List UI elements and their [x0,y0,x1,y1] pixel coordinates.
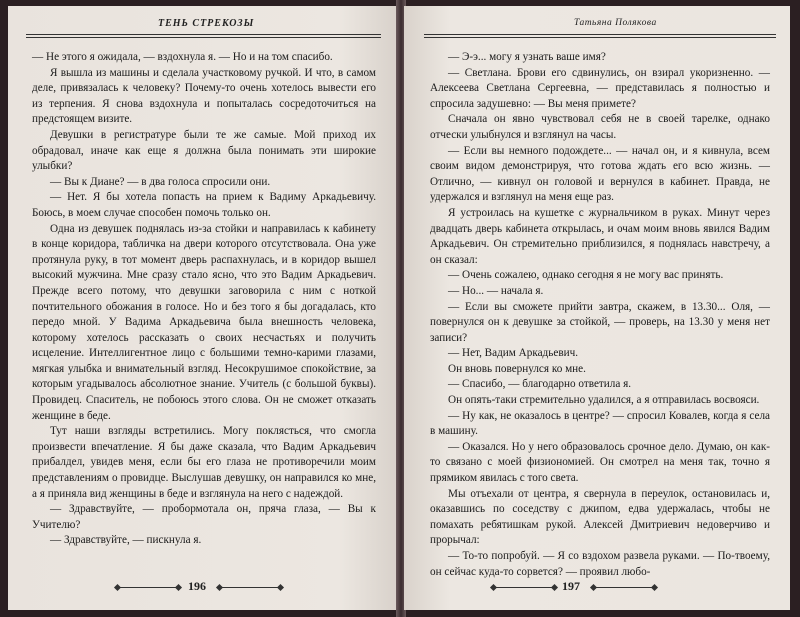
paragraph: — Нет. Я бы хотела попасть на прием к Вадиму Аркадьевичу. Боюсь, в моем случае способен помочь только он. [32,191,376,219]
paragraph: Девушки в регистратуре были те же самые. Мой приход их обрадовал, иначе как еще я должна была понимать эти широкие улыбки? [32,128,376,173]
ornament-left [494,587,554,588]
paragraph: Сначала он явно чувствовал себя не в своей тарелке, однако отчески улыбнулся и взглянул на часы. [430,113,770,141]
left-page-text [32,50,376,549]
paragraph: — Ну как, не оказалось в центре? — спросил Ковалев, когда я села в машину. [430,409,770,438]
paragraph: Одна из девушек поднялась из-за стойки и направилась к кабинету в конце коридора, табличка на двери которого отсутствовала. Она уже протянула руку, в тот момент дверь распахнулась, и в коридор вышел высокий мужчина. Мне сразу стало ясно, что это Вадим Аркадьевич. Прежде всего потому, что девушки заговорила с ним с ноткой почтительного обожания в голосе. Но и без того я бы догадалась, кто передо мной. У Вадима Аркадьевича была внешность человека, которому хотелось рассказать о своих несчастьях и получить исцеление. Интеллигентное лицо с большими темно-карими глазами, мягкая улыбка и внимательный взгляд. Несокрушимое спокойствие, за которым угадывалось абсолютное знание. Учитель (с большой буквы). Провидец. Спаситель, не побоюсь этого слова. Он не сможет отказать женщине в беде. [32,222,376,422]
header-rule-right [424,34,776,38]
page-number-left: 196 [188,579,206,593]
ornament-right [594,587,654,588]
paragraph: — Но... — начала я. [448,284,544,297]
paragraph: — Нет, Вадим Аркадьевич. [448,347,579,360]
paragraph: — Спасибо, — благодарно ответила я. [448,378,632,391]
paragraph: Тут наши взгляды встретились. Могу поклясться, что смогла произвести впечатление. Я бы даже сказала, что Вадим Аркадьевич прибалдел, увидев меня, если бы его глаза не противоречили моим представлениям о провидце. Выслушав девушку, он направился ко мне, а я приняла вид женщины в беде и взглянула на него с надеждой. [32,425,376,500]
paragraph: — Очень сожалею, однако сегодня я не могу вас принять. [448,269,724,282]
paragraph: — Если вы немного подождете... — начал он, и я кивнула, всем своим видом демонстрируя, что готова ждать его всю жизнь. — Отлично, — кивнул он головой и вернулся в кабинет. Правда, не удержался и взглянул на меня еще раз. [430,144,770,204]
right-page [404,6,790,610]
paragraph: Я вышла из машины и сделала участковому ручкой. И что, в самом деле, привязалась к человеку? Почему-то очень хотелось вывести его из терпения. Я снова вздохнула и попыталась сосредоточиться на предстоящем визите. [32,66,376,126]
paragraph: — Светлана. Брови его сдвинулись, он взирал укоризненно. — Алексеева Светлана Сергеевна, — представилась я полностью и спросила задушевно: — Вы меня примете? [430,66,770,110]
page-number-right: 197 [562,579,580,593]
right-page-text [430,50,770,580]
paragraph: Он опять-таки стремительно удалился, а я отправилась восвояси. [448,394,760,407]
paragraph: — Здравствуйте, — пискнула я. [50,534,202,547]
header-rule-left [26,34,381,38]
paragraph: Мы отъехали от центра, я свернула в переулок, остановилась и, оказавшись по соседству с джипом, едва удержалась, чтобы не помахать ребятишкам рукой. Алексей Дмитриевич недоверчиво и прорычал: [430,487,770,547]
ornament-left [118,587,178,588]
paragraph: Я устроилась на кушетке с журнальчиком в руках. Минут через двадцать дверь кабинета открылась, и очам моим вновь явился Вадим Аркадьевич. Он стремительно приблизился, я поднялась навстречу, а он сказал: [430,206,770,266]
left-page [8,6,398,610]
running-header-right: Татьяна Полякова [574,18,657,28]
paragraph: — Вы к Диане? — в два голоса спросили они. [50,175,271,188]
ornament-right [220,587,280,588]
paragraph: — Если вы сможете прийти завтра, скажем, в 13.30... Оля, — повернулся он к девушке за стойкой, — проверь, на 13.30 у меня нет записи? [430,300,770,344]
running-header-left: ТЕНЬ СТРЕКОЗЫ [158,18,255,29]
paragraph: — Оказался. Но у него образовалось срочное дело. Думаю, он как-то связано с моей физиономией. Он смотрел на меня так, точно я прямиком явилась с того света. [430,440,770,485]
paragraph: — Здравствуйте, — пробормотала он, пряча глаза, — Вы к Учителю? [32,503,376,531]
paragraph: Он вновь повернулся ко мне. [448,362,586,375]
paragraph: — Э-э... могу я узнать ваше имя? [448,51,606,63]
paragraph: — Не этого я ожидала, — вздохнула я. — Но и на том спасибо. [32,51,333,63]
paragraph: — То-то попробуй. — Я со вздохом развела руками. — По-твоему, он сейчас куда-то сорвется? — проявил любо- [430,550,770,578]
